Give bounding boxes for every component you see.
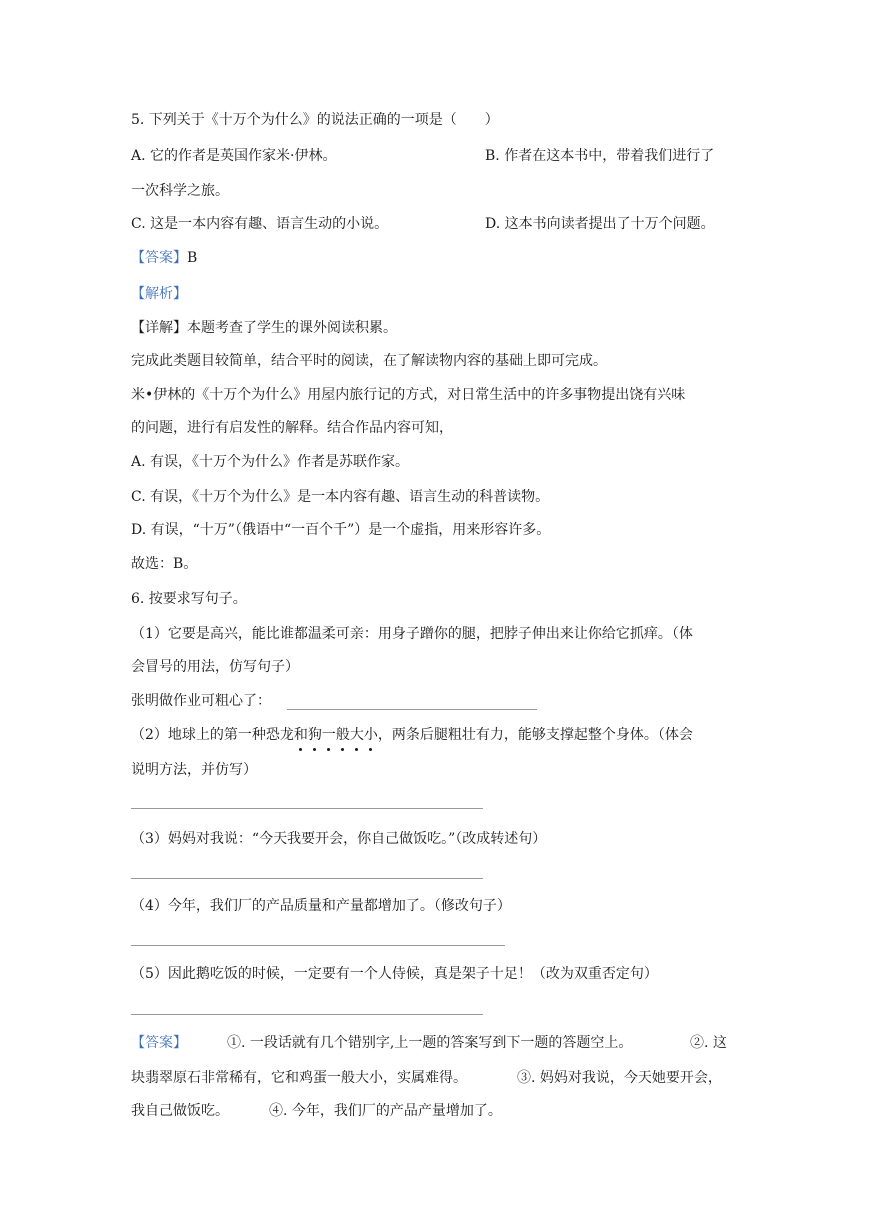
q6-sub1-line: （1）它要是高兴，能比谁都温柔可亲：用身子蹭你的腿，把脖子伸出来让你给它抓痒。（体 — [131, 626, 693, 642]
q5-option-b-continued: 一次科学之旅。 — [131, 183, 229, 199]
answer-item: ①. 一段话就有几个错别字,上一题的答案写到下一题的答题空上。 — [227, 1035, 633, 1051]
q5-answer — [131, 248, 197, 268]
answer-blank-line[interactable] — [131, 878, 483, 879]
answer-blank-line[interactable] — [131, 1014, 483, 1015]
answer-blank-line[interactable] — [131, 808, 483, 809]
q6-sub1-prompt: 张明做作业可粗心了： — [131, 693, 271, 709]
q5-detail-line: 的问题，进行有启发性的解释。结合作品内容可知， — [131, 420, 453, 436]
emphasis-char: 般 — [335, 727, 350, 743]
q6-answer-line — [131, 1101, 502, 1121]
q5-detail-line: D. 有误，“十万”（俄语中“一百个千”）是一个虚指，用来形容许多。 — [131, 522, 551, 538]
q6-sub1-line: 会冒号的用法，仿写句子） — [131, 659, 299, 675]
emphasis-char: 大 — [349, 727, 364, 743]
q6-sub2-text: ，两条后腿粗壮有力，能够支撑起整个身体。（体会 — [377, 727, 693, 743]
q5-detail-line: 米•伊林的《十万个为什么》用屋内旅行记的方式，对日常生活中的许多事物提出饶有兴味 — [131, 387, 686, 403]
q5-detail-line: 故选：B。 — [131, 556, 198, 572]
answer-blank-line[interactable] — [131, 945, 505, 946]
q6-sub2-line — [131, 725, 693, 745]
emphasis-char: 狗 — [307, 727, 322, 743]
q6-sub2-line: 说明方法，并仿写） — [131, 762, 257, 778]
q6-answer-line — [131, 1033, 632, 1053]
answer-value: B — [187, 250, 198, 266]
answer-item: ③. 妈妈对我说，今天她要开会， — [517, 1070, 722, 1086]
q6-sub3: （3）妈妈对我说：“今天我要开会，你自己做饭吃。”（改成转述句） — [131, 831, 547, 847]
answer-item: ②. 这 — [690, 1035, 727, 1051]
emphasis-char: 小 — [363, 727, 378, 743]
q5-detail-line: C. 有误，《十万个为什么》是一本内容有趣、语言生动的科普读物。 — [131, 489, 550, 505]
q5-option-c: C. 这是一本内容有趣、语言生动的小说。 — [131, 216, 389, 232]
q5-detail-line: 【详解】本题考查了学生的课外阅读积累。 — [131, 320, 397, 336]
emphasis-char: 一 — [321, 727, 336, 743]
analysis-tag: 【解析】 — [131, 286, 187, 302]
q5-detail-line: 完成此类题目较简单，结合平时的阅读，在了解读物内容的基础上即可完成。 — [131, 353, 607, 369]
answer-blank-line[interactable] — [287, 709, 537, 710]
answer-item: 我自己做饭吃。 — [131, 1103, 229, 1119]
emphasis-char: 和 — [293, 727, 308, 743]
answer-item: ④. 今年，我们厂的产品产量增加了。 — [269, 1103, 502, 1119]
q5-option-d: D. 这本书向读者提出了十万个问题。 — [485, 216, 715, 232]
q6-sub4: （4）今年，我们厂的产品质量和产量都增加了。（修改句子） — [131, 898, 511, 914]
q5-option-b: B. 作者在这本书中，带着我们进行了 — [485, 148, 715, 164]
q6-stem: 6. 按要求写句子。 — [131, 591, 247, 607]
answer-item: 块翡翠原石非常稀有，它和鸡蛋一般大小，实属难得。 — [131, 1070, 467, 1086]
answer-tag: 【答案】 — [131, 1035, 187, 1051]
q5-option-a: A. 它的作者是英国作家米·伊林。 — [131, 148, 337, 164]
q5-detail-line: A. 有误，《十万个为什么》作者是苏联作家。 — [131, 454, 410, 470]
q6-sub5: （5）因此鹅吃饭的时候，一定要有一个人侍候，真是架子十足！（改为双重否定句） — [131, 966, 658, 982]
q5-stem: 5. 下列关于《十万个为什么》的说法正确的一项是（ ） — [131, 112, 499, 128]
q6-sub2-text: （2）地球上的第一种恐龙 — [131, 727, 294, 743]
answer-tag: 【答案】 — [131, 250, 187, 266]
